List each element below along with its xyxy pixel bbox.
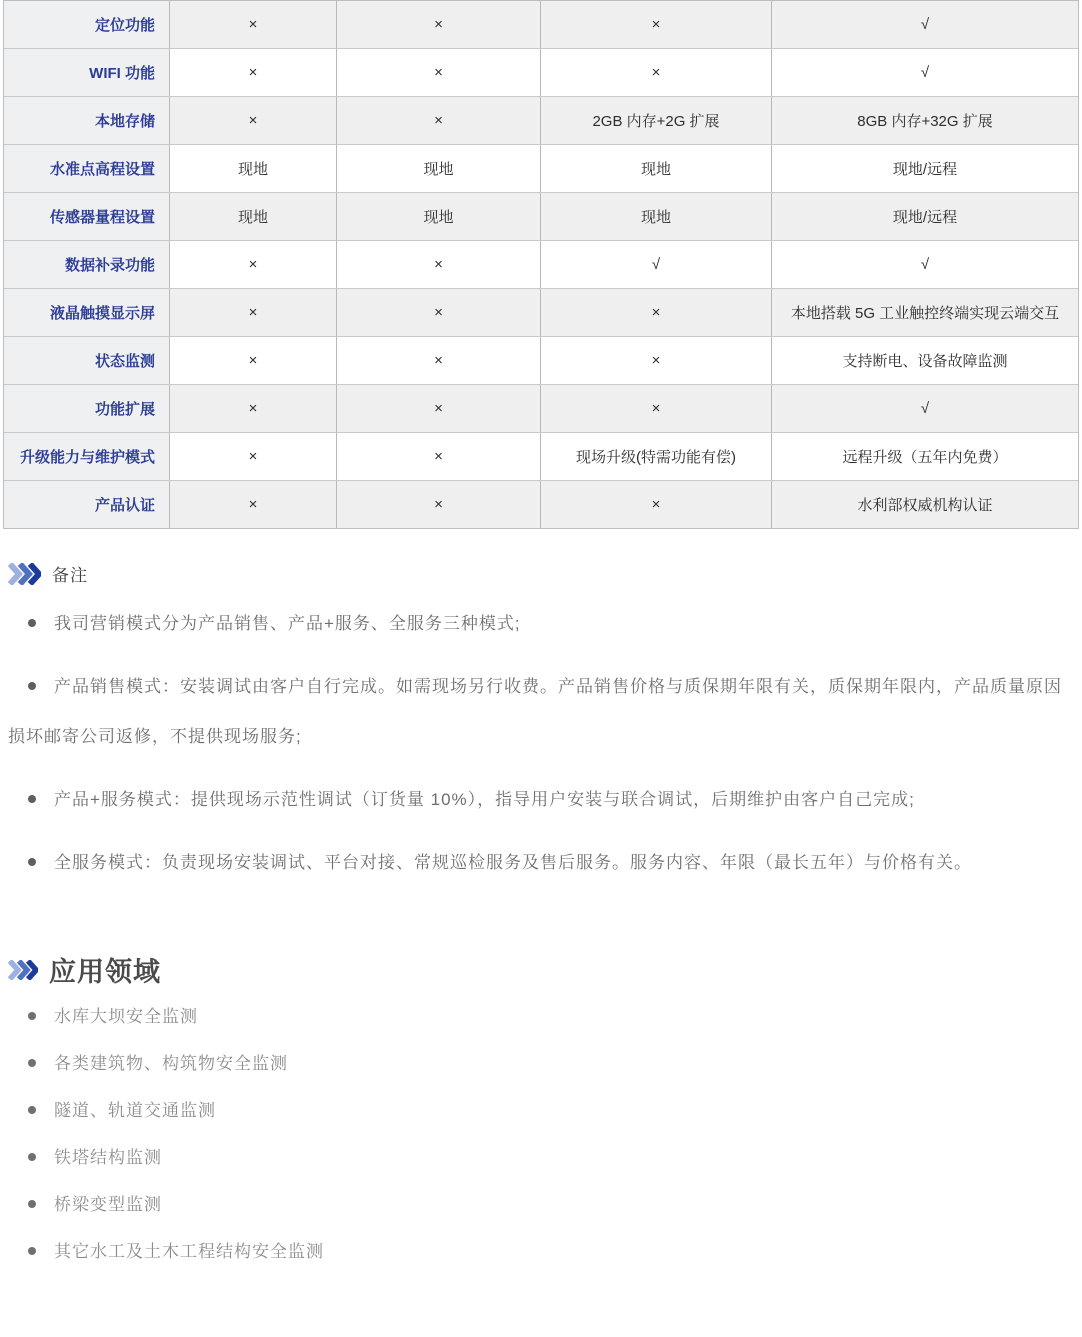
feature-value-cell: × <box>169 385 336 432</box>
note-item <box>8 662 1074 762</box>
feature-value-cell: × <box>169 97 336 144</box>
application-item-text: 各类建筑物、构筑物安全监测 <box>54 1054 288 1073</box>
application-item-text: 水库大坝安全监测 <box>54 1007 198 1026</box>
application-item-text: 其它水工及土木工程结构安全监测 <box>54 1242 324 1261</box>
dot-icon <box>28 682 36 690</box>
feature-value-cell: 现地 <box>540 193 771 240</box>
triple-chevron-right-icon <box>8 960 38 980</box>
feature-value-cell: √ <box>771 241 1078 288</box>
notes-section <box>0 561 1082 888</box>
feature-value-cell: × <box>169 1 336 48</box>
application-item <box>8 993 1074 1040</box>
notes-list <box>8 599 1074 888</box>
dot-icon <box>28 1200 36 1208</box>
feature-value-cell: √ <box>771 1 1078 48</box>
feature-value-cell: 现地/远程 <box>771 193 1078 240</box>
applications-title: 应用领域 <box>49 957 161 987</box>
application-item <box>8 1040 1074 1087</box>
feature-value-cell: × <box>336 481 540 528</box>
feature-value-cell: 现地 <box>540 145 771 192</box>
feature-label: 水准点高程设置 <box>4 145 169 192</box>
feature-value-cell: 8GB 内存+32G 扩展 <box>771 97 1078 144</box>
notes-header <box>8 561 1074 586</box>
feature-value-cell: × <box>336 97 540 144</box>
dot-icon <box>28 1012 36 1020</box>
table-row <box>4 192 1078 240</box>
application-item <box>8 1228 1074 1275</box>
feature-value-cell: 现地 <box>169 193 336 240</box>
feature-value-cell: × <box>336 337 540 384</box>
table-row <box>4 144 1078 192</box>
dot-icon <box>28 1153 36 1161</box>
note-item <box>8 599 1074 649</box>
feature-value-cell: × <box>169 481 336 528</box>
feature-value-cell: × <box>336 49 540 96</box>
note-item-text: 我司营销模式分为产品销售、产品+服务、全服务三种模式; <box>54 614 521 633</box>
triple-chevron-right-icon <box>8 563 41 585</box>
feature-label: 定位功能 <box>4 1 169 48</box>
feature-value-cell: × <box>336 385 540 432</box>
feature-value-cell: 现地 <box>336 145 540 192</box>
feature-value-cell: × <box>169 289 336 336</box>
feature-value-cell: 现地 <box>169 145 336 192</box>
table-row <box>4 240 1078 288</box>
notes-title: 备注 <box>52 566 88 585</box>
feature-value-cell: 现场升级(特需功能有偿) <box>540 433 771 480</box>
feature-value-cell: 水利部权威机构认证 <box>771 481 1078 528</box>
table-row <box>4 288 1078 336</box>
feature-value-cell: × <box>169 49 336 96</box>
dot-icon <box>28 795 36 803</box>
note-item-text: 产品+服务模式：提供现场示范性调试（订货量 10%），指导用户安装与联合调试，后期维护由客户自己完成; <box>54 790 915 809</box>
feature-value-cell: 现地/远程 <box>771 145 1078 192</box>
dot-icon <box>28 858 36 866</box>
note-item <box>8 775 1074 825</box>
table-row <box>4 384 1078 432</box>
feature-label: WIFI 功能 <box>4 49 169 96</box>
application-item-text: 铁塔结构监测 <box>54 1148 162 1167</box>
feature-value-cell: × <box>540 385 771 432</box>
feature-value-cell: × <box>336 433 540 480</box>
application-item <box>8 1134 1074 1181</box>
feature-value-cell: 支持断电、设备故障监测 <box>771 337 1078 384</box>
table-row <box>4 432 1078 480</box>
table-row <box>4 48 1078 96</box>
feature-value-cell: × <box>169 433 336 480</box>
feature-value-cell: × <box>540 337 771 384</box>
feature-value-cell: 现地 <box>336 193 540 240</box>
feature-label: 数据补录功能 <box>4 241 169 288</box>
feature-value-cell: × <box>540 49 771 96</box>
dot-icon <box>28 1106 36 1114</box>
table-row <box>4 96 1078 144</box>
feature-value-cell: √ <box>771 49 1078 96</box>
feature-label: 状态监测 <box>4 337 169 384</box>
feature-value-cell: × <box>336 1 540 48</box>
feature-value-cell: × <box>169 337 336 384</box>
table-row <box>4 480 1078 528</box>
feature-value-cell: 本地搭载 5G 工业触控终端实现云端交互 <box>771 289 1078 336</box>
applications-list <box>8 993 1074 1275</box>
feature-value-cell: × <box>540 1 771 48</box>
feature-label: 升级能力与维护模式 <box>4 433 169 480</box>
feature-value-cell: √ <box>771 385 1078 432</box>
feature-value-cell: × <box>169 241 336 288</box>
applications-section <box>0 950 1082 1275</box>
application-item <box>8 1181 1074 1228</box>
feature-value-cell: × <box>540 289 771 336</box>
application-item-text: 隧道、轨道交通监测 <box>54 1101 216 1120</box>
feature-label: 本地存储 <box>4 97 169 144</box>
feature-value-cell: × <box>540 481 771 528</box>
application-item <box>8 1087 1074 1134</box>
dot-icon <box>28 1247 36 1255</box>
feature-value-cell: × <box>336 289 540 336</box>
feature-label: 功能扩展 <box>4 385 169 432</box>
feature-label: 液晶触摸显示屏 <box>4 289 169 336</box>
comparison-table <box>3 0 1079 529</box>
note-item-text: 全服务模式：负责现场安装调试、平台对接、常规巡检服务及售后服务。服务内容、年限（最长五年）与价格有关。 <box>54 853 972 872</box>
feature-value-cell: × <box>336 241 540 288</box>
note-item-text: 产品销售模式：安装调试由客户自行完成。如需现场另行收费。产品销售价格与质保期年限有关，质保期年限内，产品质量原因损坏邮寄公司返修，不提供现场服务; <box>8 677 1062 746</box>
table-row <box>4 1 1078 48</box>
feature-label: 传感器量程设置 <box>4 193 169 240</box>
dot-icon <box>28 1059 36 1067</box>
feature-value-cell: 远程升级（五年内免费） <box>771 433 1078 480</box>
dot-icon <box>28 619 36 627</box>
note-item <box>8 838 1074 888</box>
table-row <box>4 336 1078 384</box>
application-item-text: 桥梁变型监测 <box>54 1195 162 1214</box>
applications-header <box>8 950 1074 989</box>
feature-value-cell: 2GB 内存+2G 扩展 <box>540 97 771 144</box>
feature-value-cell: √ <box>540 241 771 288</box>
feature-label: 产品认证 <box>4 481 169 528</box>
